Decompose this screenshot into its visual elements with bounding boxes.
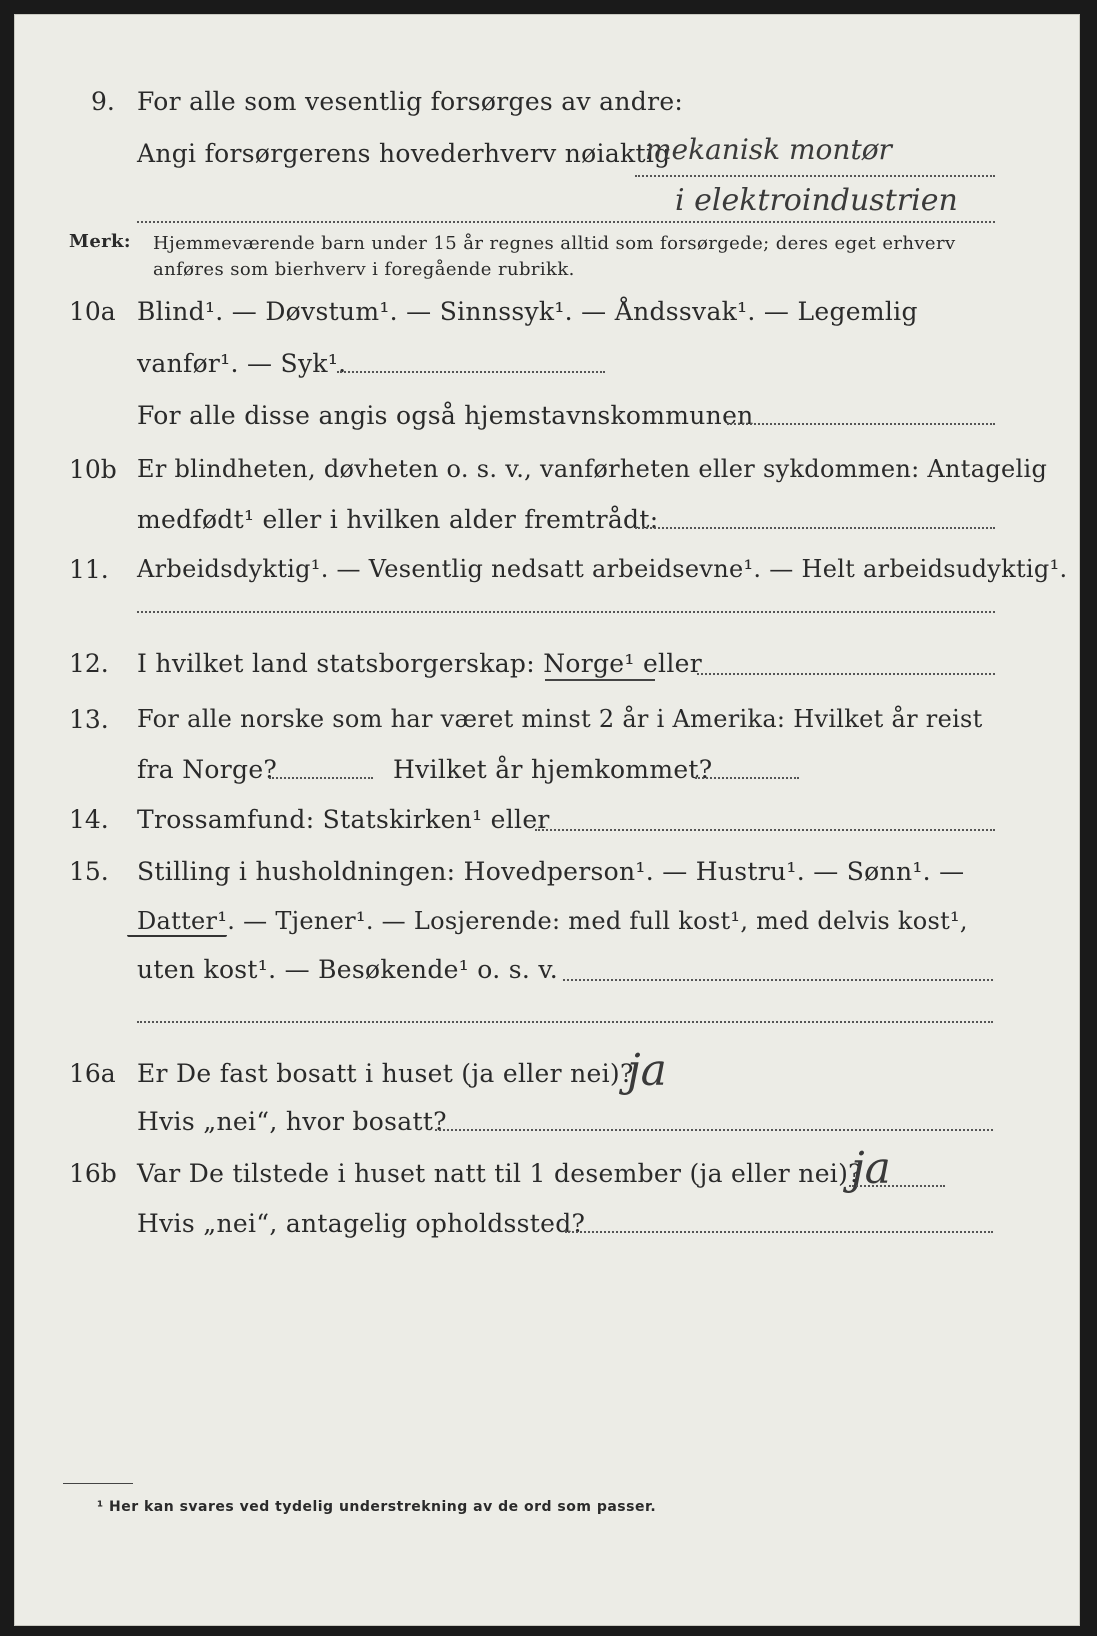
q13-reist-line: [269, 777, 373, 779]
q10a-line2: vanfør¹. — Syk¹.: [137, 349, 347, 378]
q16a-line2: Hvis „nei“, hvor bosatt?: [137, 1107, 447, 1136]
q13-line1: For alle norske som har været minst 2 år i Amerika: Hvilket år reist: [137, 705, 983, 733]
q10a-line1: Blind¹. — Døvstum¹. — Sinnssyk¹. — Åndssvak¹. — Legemlig: [137, 297, 918, 326]
q11-line1: Arbeidsdyktig¹. — Vesentlig nedsatt arbeidsevne¹. — Helt arbeidsudyktig¹.: [137, 555, 1068, 583]
q14-answer-line: [535, 829, 995, 831]
q16b-number: 16b: [69, 1159, 117, 1188]
q12-number: 12.: [69, 649, 109, 678]
q16b-opholdssted-line: [565, 1231, 993, 1233]
q10a-syk-line: [337, 371, 605, 373]
q15-answer-line1: [563, 979, 993, 981]
census-form-page: [14, 14, 1080, 1626]
q15-line3: uten kost¹. — Besøkende¹ o. s. v.: [137, 955, 559, 984]
q14-number: 14.: [69, 805, 109, 834]
q9-handwritten-answer1: mekanisk montør: [645, 133, 892, 166]
q16b-handwritten-answer: ja: [851, 1143, 891, 1194]
merk-line1: Hjemmeværende barn under 15 år regnes alltid som forsørgede; deres eget erhverv: [153, 233, 956, 254]
q14-line1: Trossamfund: Statskirken¹ eller: [137, 805, 550, 834]
q16a-handwritten-answer: ja: [627, 1045, 667, 1096]
q10b-line1: Er blindheten, døvheten o. s. v., vanførheten eller sykdommen: Antagelig: [137, 455, 1048, 483]
merk-line2: anføres som bierhverv i foregående rubrikk.: [153, 259, 575, 280]
q15-line2: Datter¹. — Tjener¹. — Losjerende: med full kost¹, med delvis kost¹,: [137, 907, 968, 935]
q9-answer-line1: [635, 175, 995, 177]
q11-answer-line: [137, 611, 995, 613]
q16b-answer-line: [849, 1185, 945, 1187]
q10b-number: 10b: [69, 455, 117, 484]
q9-answer-line2: [137, 221, 995, 223]
q12-line1: I hvilket land statsborgerskap: Norge¹ eller: [137, 649, 702, 678]
q9-handwritten-answer2: i elektroindustrien: [675, 183, 958, 218]
q16b-line1: Var De tilstede i huset natt til 1 desember (ja eller nei)?: [137, 1159, 862, 1188]
q15-number: 15.: [69, 857, 109, 886]
q15-line1: Stilling i husholdningen: Hovedperson¹. — Hustru¹. — Sønn¹. —: [137, 857, 965, 886]
footnote-rule: [63, 1483, 133, 1484]
q13-line2a: fra Norge?: [137, 755, 278, 784]
footnote: ¹ Her kan svares ved tydelig understrekning av de ord som passer.: [97, 1499, 657, 1515]
q9-number: 9.: [91, 87, 115, 116]
q13-number: 13.: [69, 705, 109, 734]
q16a-bosatt-line: [435, 1129, 993, 1131]
q9-line2: Angi forsørgerens hovederhverv nøiaktig: [137, 139, 671, 168]
merk-label: Merk:: [69, 231, 131, 252]
q12-norge-underline: [545, 679, 655, 681]
q13-line2b: Hvilket år hjemkommet?: [393, 755, 713, 784]
q12-answer-line: [697, 673, 995, 675]
q11-number: 11.: [69, 555, 109, 584]
q10b-line2: medfødt¹ eller i hvilken alder fremtrådt:: [137, 505, 659, 534]
q10b-answer-line: [635, 527, 995, 529]
q15-answer-line2: [137, 1021, 993, 1023]
q16b-line2: Hvis „nei“, antagelig opholdssted?: [137, 1209, 586, 1238]
q10a-line3: For alle disse angis også hjemstavnskommunen: [137, 401, 754, 430]
q16a-line1: Er De fast bosatt i huset (ja eller nei)?: [137, 1059, 634, 1088]
q13-hjemkommet-line: [695, 777, 799, 779]
q16a-number: 16a: [69, 1059, 116, 1088]
q10a-hjemstavn-line: [727, 423, 995, 425]
q9-line1: For alle som vesentlig forsørges av andre:: [137, 87, 684, 116]
q10a-number: 10a: [69, 297, 116, 326]
q15-datter-underline: [127, 935, 227, 937]
